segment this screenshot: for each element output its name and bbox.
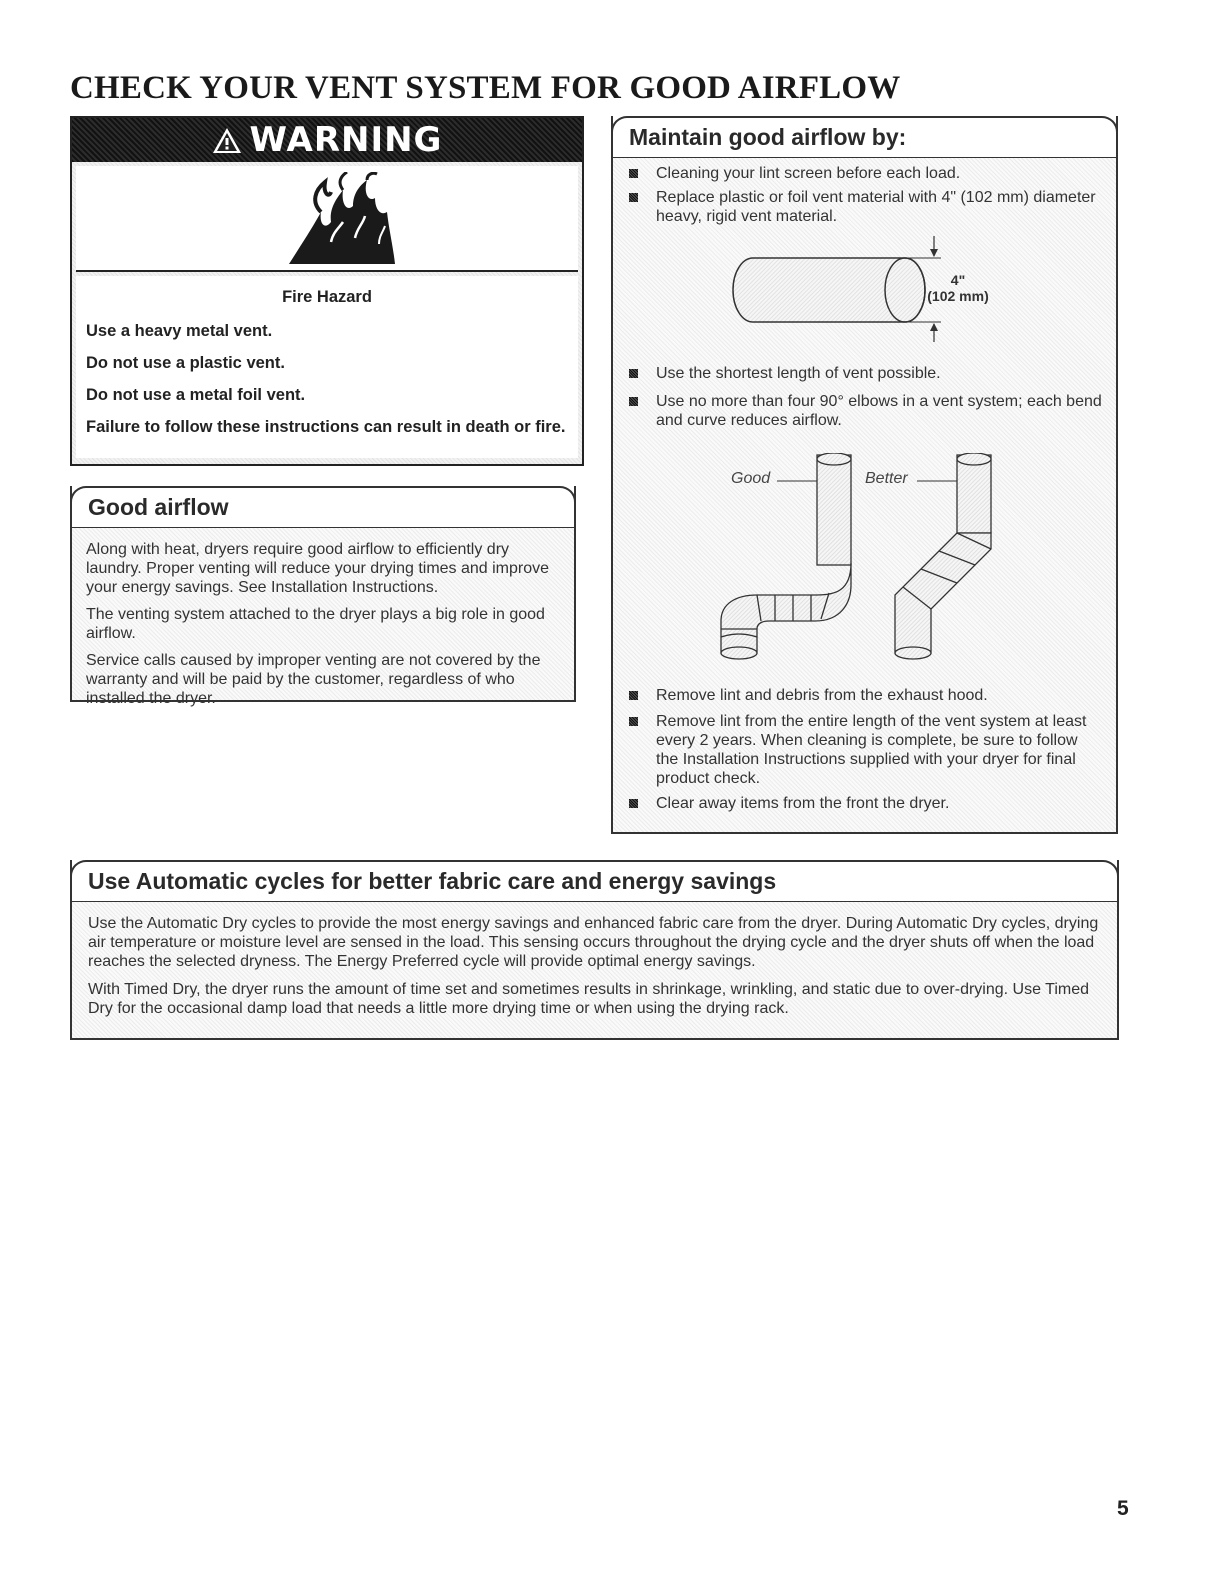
bullet-square-icon <box>629 193 638 202</box>
bullet-item <box>629 712 1102 788</box>
warning-box <box>70 116 584 466</box>
bullet-text: Clear away items from the front the dryer. <box>656 795 950 812</box>
bullet-item <box>629 392 1102 430</box>
bullet-text: Remove lint and debris from the exhaust hood. <box>656 687 988 704</box>
bullet-item <box>629 364 1102 383</box>
dimension-inches: 4" <box>950 272 966 288</box>
panel-body <box>72 528 574 707</box>
bullet-item <box>629 794 1102 813</box>
pipe-dimension-label <box>918 272 998 304</box>
good-label: Good <box>731 470 771 487</box>
bullet-text: Remove lint from the entire length of the vent system at least every 2 years. When cleaning is complete, be sure to follow the Installation Instructions supplied with your dryer for final product check. <box>656 713 1087 787</box>
paragraph: Use the Automatic Dry cycles to provide the most energy savings and enhanced fabric care from the dryer. During Automatic Dry cycles, drying air temperature or moisture level are sensed in the load. This sensing occurs throughout the drying cycle and the dryer shuts off when the load reaches the selected dryness. The Energy Preferred cycle will provide optimal energy savings. <box>88 915 1099 970</box>
hazard-heading: Fire Hazard <box>282 288 372 306</box>
page-number: 5 <box>1117 1497 1129 1520</box>
better-label: Better <box>865 470 908 487</box>
bullet-text: Use no more than four 90° elbows in a vent system; each bend and curve reduces airflow. <box>656 393 1102 429</box>
bullet-square-icon <box>629 691 638 700</box>
warning-title: WARNING <box>249 120 443 160</box>
panel-header <box>70 486 576 528</box>
bullet-square-icon <box>629 799 638 808</box>
panel-title: Good airflow <box>88 494 229 520</box>
paragraph: Along with heat, dryers require good airflow to efficiently dry laundry. Proper venting will reduce your drying times and improve your energy savings. See Installation Instructions. <box>86 541 550 596</box>
paragraph: Service calls caused by improper venting are not covered by the warranty and will be paid by the customer, regardless of who installed the dryer. <box>86 652 541 707</box>
warning-banner <box>72 118 582 162</box>
fire-pictogram-area <box>76 166 578 272</box>
panel-body <box>613 158 1116 832</box>
panel-body <box>72 902 1117 1038</box>
good-airflow-panel <box>70 486 576 707</box>
bullet-text: Use the shortest length of vent possible. <box>656 365 941 382</box>
bullet-item <box>629 686 1102 705</box>
warning-line: Use a heavy metal vent. <box>86 322 273 340</box>
bullet-text: Replace plastic or foil vent material with 4" (102 mm) diameter heavy, rigid vent material. <box>656 189 1096 225</box>
bullet-square-icon <box>629 169 638 178</box>
warning-text <box>76 276 578 458</box>
panel-title: Maintain good airflow by: <box>629 124 907 150</box>
automatic-cycles-panel <box>70 860 1119 1040</box>
fire-icon <box>281 172 401 266</box>
bullet-item <box>629 188 1102 226</box>
bullet-item <box>629 164 1102 183</box>
warning-line: Do not use a plastic vent. <box>86 354 285 372</box>
warning-triangle-icon <box>212 127 242 154</box>
maintain-airflow-panel <box>611 116 1118 834</box>
bullet-square-icon <box>629 397 638 406</box>
dimension-mm: (102 mm) <box>927 288 989 304</box>
bullet-square-icon <box>629 369 638 378</box>
warning-line: Do not use a metal foil vent. <box>86 386 306 404</box>
panel-title: Use Automatic cycles for better fabric care and energy savings <box>88 868 777 894</box>
paragraph: The venting system attached to the dryer plays a big role in good airflow. <box>86 606 545 642</box>
paragraph: With Timed Dry, the dryer runs the amount of time set and sometimes results in shrinkage, wrinkling, and static due to over-drying. Use Timed Dry for the occasional damp load that needs a little more drying time or when using the drying rack. <box>88 981 1090 1017</box>
panel-header <box>611 116 1118 158</box>
bullet-text: Cleaning your lint screen before each load. <box>656 165 961 182</box>
panel-header <box>70 860 1119 902</box>
bullet-square-icon <box>629 717 638 726</box>
page-title: CHECK YOUR VENT SYSTEM FOR GOOD AIRFLOW <box>70 70 901 106</box>
warning-line: Failure to follow these instructions can result in death or fire. <box>86 418 566 436</box>
